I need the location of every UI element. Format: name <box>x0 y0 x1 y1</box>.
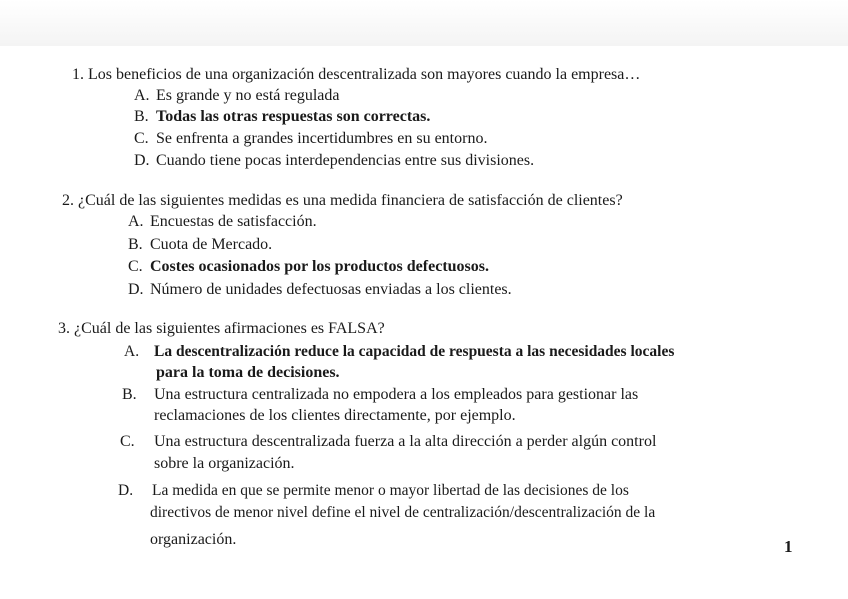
question-number: 3. <box>58 320 70 337</box>
question-text: Los beneficios de una organización descentralizada son mayores cuando la empresa… <box>88 66 641 83</box>
option-text: Encuestas de satisfacción. <box>150 213 317 230</box>
question-3 <box>58 320 385 338</box>
option-text-line1: Una estructura descentralizada fuerza a la alta dirección a perder algún control <box>154 433 657 450</box>
question-number: 1. <box>72 66 84 83</box>
option-1a <box>134 87 339 105</box>
option-letter: D. <box>134 152 150 169</box>
option-3d <box>118 482 629 500</box>
option-text-line2: directivos de menor nivel define el nivel de centralización/descentralización de la <box>150 504 656 521</box>
question-text: ¿Cuál de las siguientes afirmaciones es FALSA? <box>74 320 385 337</box>
option-1c <box>134 130 487 148</box>
question-text: ¿Cuál de las siguientes medidas es una medida financiera de satisfacción de clientes? <box>78 192 623 209</box>
option-3c-continued <box>154 455 295 473</box>
option-2a <box>128 213 317 231</box>
option-3b-continued <box>154 407 516 425</box>
option-text-line3: organización. <box>150 531 237 548</box>
option-3c <box>120 433 656 451</box>
option-3b <box>122 386 638 404</box>
option-letter: D. <box>118 482 134 499</box>
option-1b <box>134 108 430 126</box>
option-text-line1: La descentralización reduce la capacidad de respuesta a las necesidades locales <box>154 343 675 360</box>
option-2c <box>128 258 489 276</box>
option-text: Cuota de Mercado. <box>150 236 273 253</box>
scan-top-margin <box>0 0 848 46</box>
option-letter: C. <box>128 258 143 275</box>
option-text-line1: La medida en que se permite menor o mayor libertad de las decisiones de los <box>152 482 629 499</box>
option-letter: C. <box>134 130 149 147</box>
option-3a-continued <box>156 364 340 382</box>
option-letter: A. <box>134 87 150 104</box>
option-letter: B. <box>122 386 137 403</box>
question-1 <box>72 66 640 84</box>
option-2d <box>128 281 512 299</box>
option-letter: C. <box>120 433 135 450</box>
option-letter: A. <box>124 343 140 360</box>
question-number: 2. <box>62 192 74 209</box>
option-text-line2: reclamaciones de los clientes directamente, por ejemplo. <box>154 407 516 424</box>
page-number: 1 <box>784 537 793 556</box>
question-2 <box>62 192 623 210</box>
option-letter: B. <box>128 236 143 253</box>
option-1d <box>134 152 534 170</box>
option-text-line2: sobre la organización. <box>154 455 295 472</box>
option-3d-continued <box>150 504 655 522</box>
option-letter: A. <box>128 213 144 230</box>
option-text-line2: para la toma de decisiones. <box>156 364 340 381</box>
option-text-line1: Una estructura centralizada no empodera a los empleados para gestionar las <box>154 386 639 403</box>
option-text: Se enfrenta a grandes incertidumbres en su entorno. <box>156 130 488 147</box>
option-text: Número de unidades defectuosas enviadas a los clientes. <box>150 281 512 298</box>
option-text: Cuando tiene pocas interdependencias entre sus divisiones. <box>156 152 535 169</box>
option-text: Todas las otras respuestas son correctas. <box>156 108 431 125</box>
option-3d-continued-2 <box>150 531 236 549</box>
option-3a <box>124 343 674 361</box>
option-text: Costes ocasionados por los productos defectuosos. <box>150 258 489 275</box>
option-text: Es grande y no está regulada <box>156 87 340 104</box>
option-2b <box>128 236 272 254</box>
option-letter: B. <box>134 108 149 125</box>
option-letter: D. <box>128 281 144 298</box>
